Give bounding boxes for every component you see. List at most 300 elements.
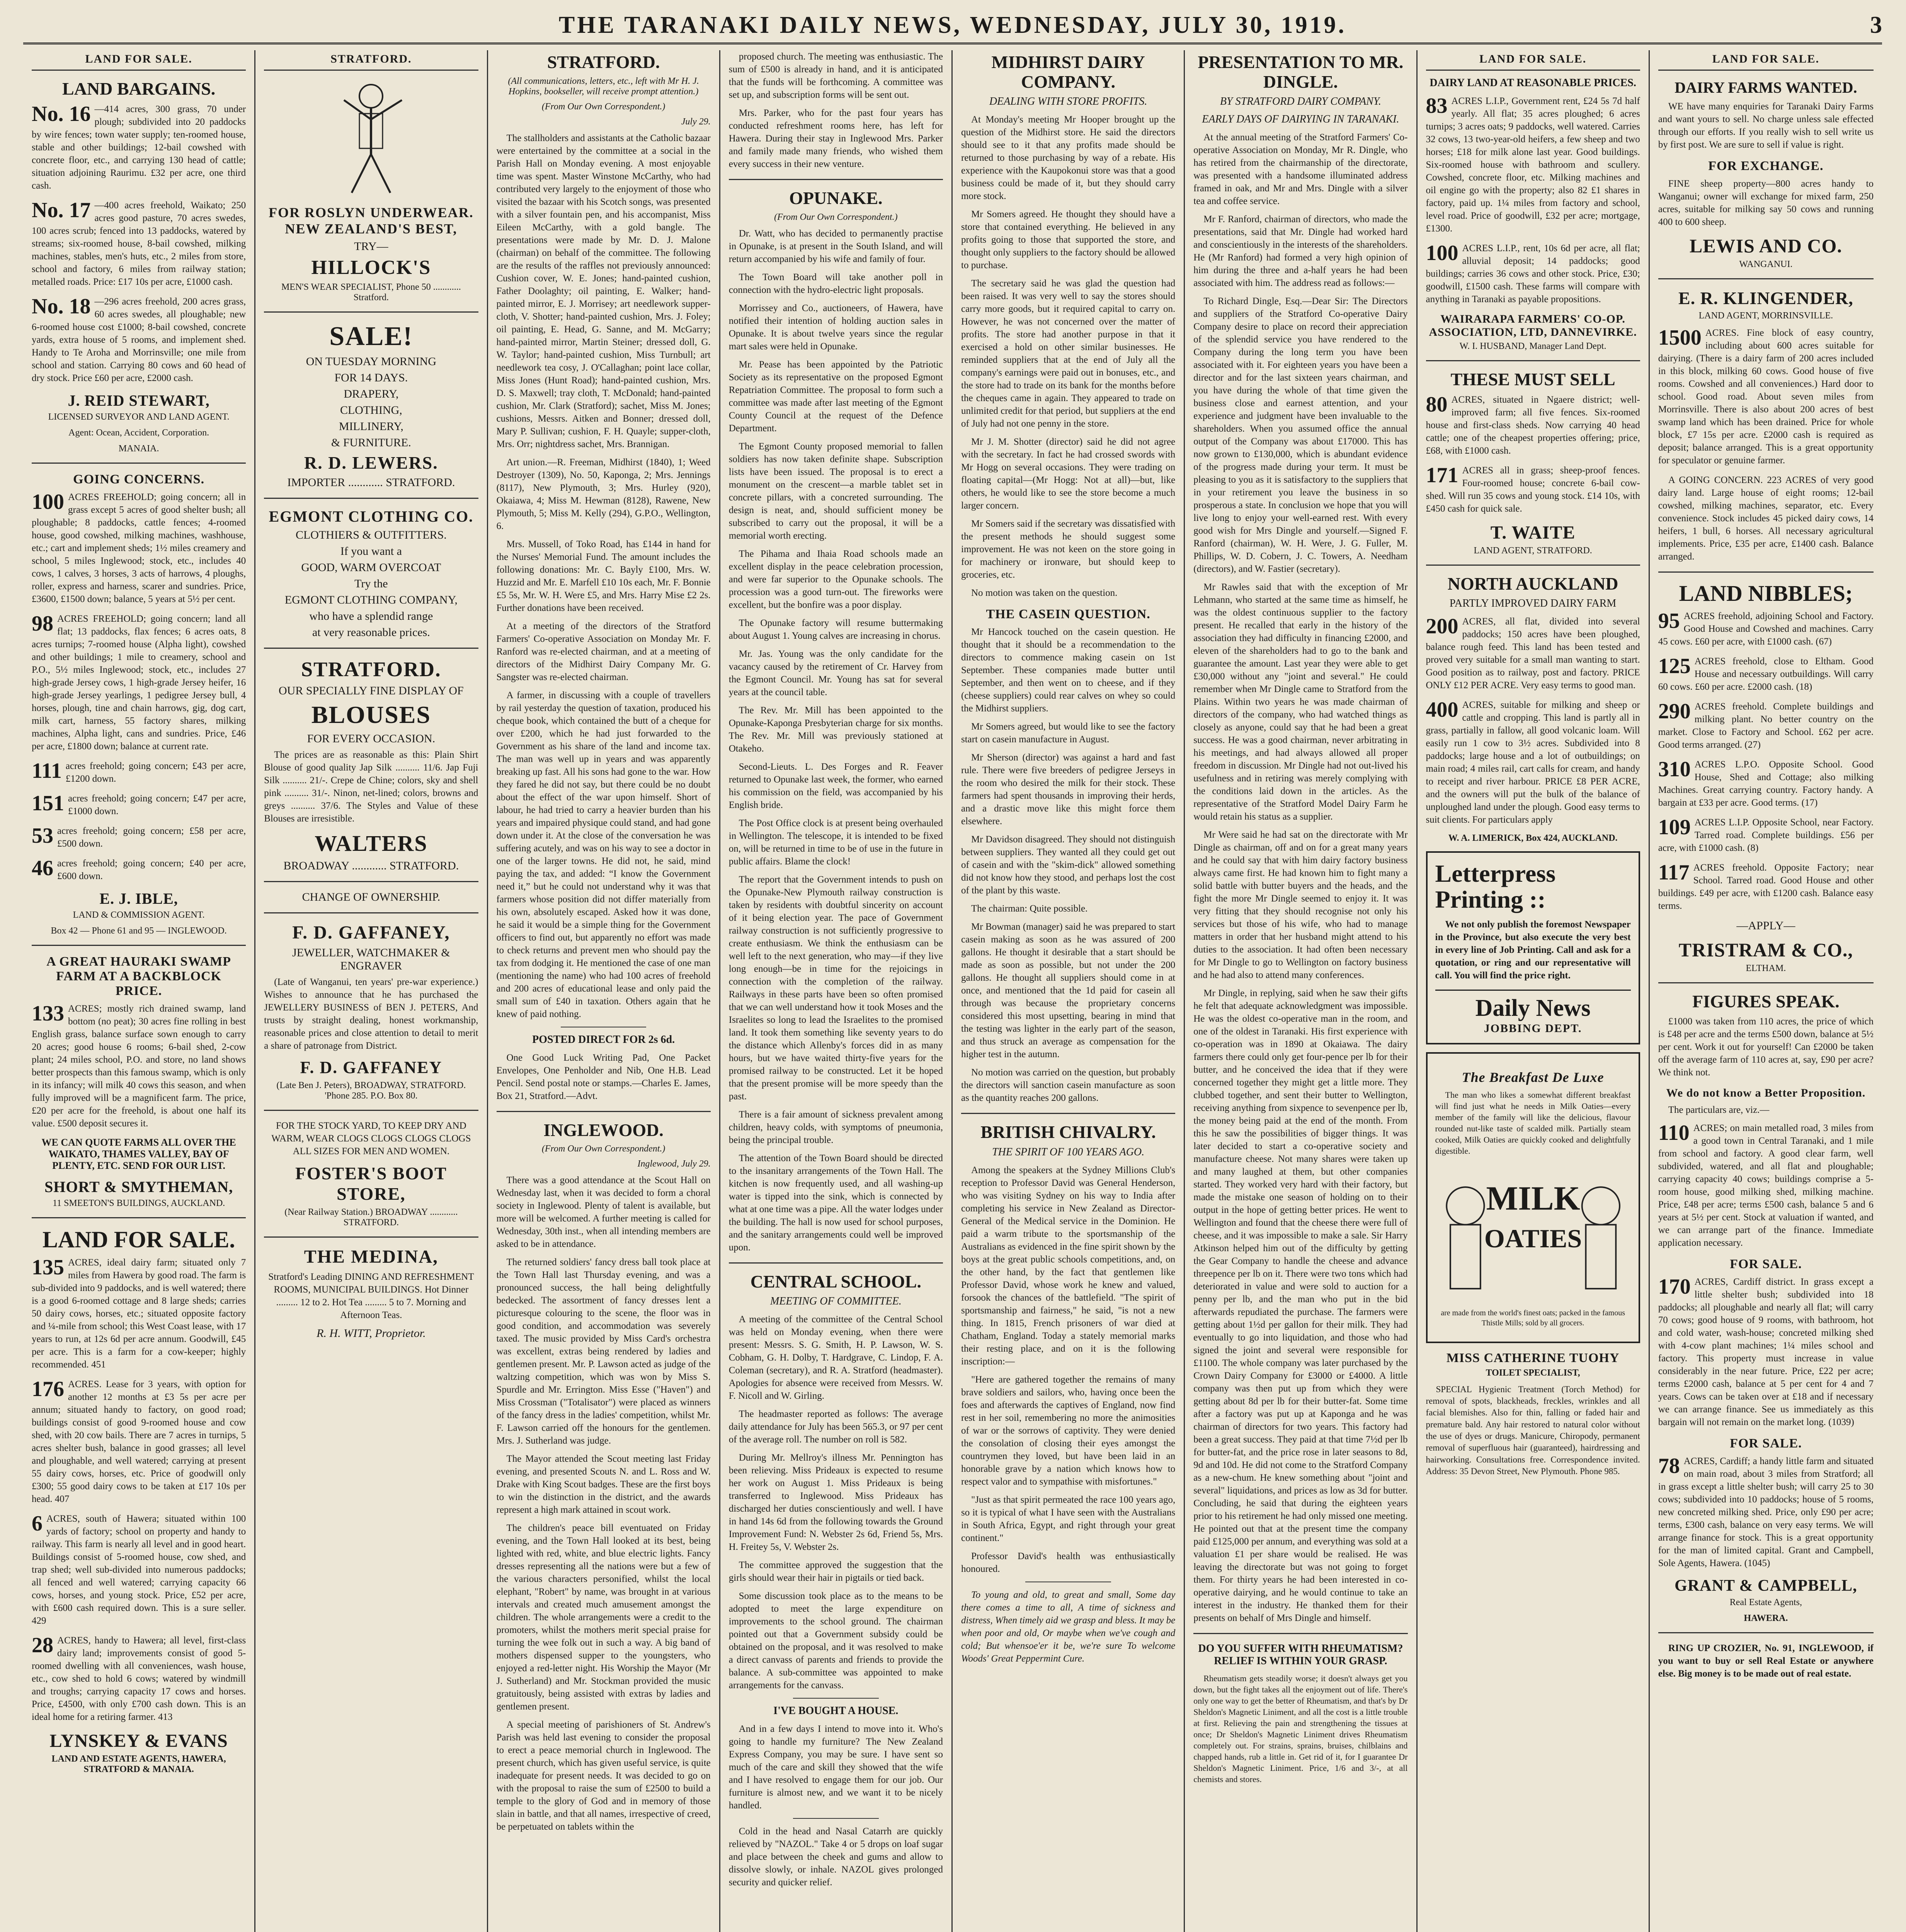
walters-sub: BROADWAY ............ STRATFORD. bbox=[283, 859, 459, 872]
land-nibbles-list bbox=[1658, 610, 1874, 912]
article-paragraph: Mr Somers agreed. He thought they should have a store that contained everything. He believed in any profits going to those that supported the store, and thought only suppliers to the factory should be allowed to purchase. bbox=[961, 209, 1176, 271]
listing-number: 100 bbox=[1426, 241, 1458, 265]
agent-name-stewart: J. REID STEWART, bbox=[68, 391, 210, 409]
column-4 bbox=[720, 50, 953, 1932]
listing-text: ACRES FREEHOLD; going concern; all in grass except 5 acres of good shelter bush; all ploughable; 8 paddocks, cattle fences; 4-roomed house, good cowshed, milking machines, washhouse, etc.; cart and implement sheds; 1½ miles creamery and school, 5 miles Inglewood; stock, etc., includes 40 cows, 1 calves, 3 horses, 3 acts of harrows, 4 ploughs, roller, express and harness, scarer and sundries. Price, £3600, £1500 down; balance, 5 years at 5½ per cent. bbox=[32, 492, 246, 604]
british-chivalry-sub: THE SPIRIT OF 100 YEARS AGO. bbox=[992, 1146, 1145, 1158]
listing-number: 1500 bbox=[1658, 326, 1702, 350]
article-paragraph: Mrs. Mussell, of Toko Road, has £144 in hand for the Nurses' Memorial Fund. The amount includes the following donations: Mr. C. Bayly £100, Mrs. W. Huzzid and Mr. E. Marfell £10 10s each, Mr. F. Bonnie £5 5s, Mr. W. H. Were £5, and Mrs. Harry Mise £2 2s. Further donations have been received. bbox=[496, 539, 711, 613]
column-7-section-heading: LAND FOR SALE. bbox=[1426, 50, 1640, 71]
listing-number: No. 16 bbox=[32, 102, 91, 126]
letterpress-ad bbox=[1426, 851, 1640, 1044]
agent-sub2-stewart: Agent: Ocean, Accident, Corporation. bbox=[68, 427, 209, 438]
land-nibbles-heading: LAND NIBBLES; bbox=[1679, 581, 1853, 606]
land-for-sale-list bbox=[32, 1256, 246, 1723]
gaffaney-name-2: F. D. GAFFANEY bbox=[300, 1058, 442, 1077]
listing-number: 151 bbox=[32, 791, 64, 815]
listing-number: 46 bbox=[32, 856, 53, 880]
dingle-sub2: EARLY DAYS OF DAIRYING IN TARANAKI. bbox=[1202, 113, 1399, 126]
article-paragraph: The Egmont County proposed memorial to fallen soldiers has now taken definite shape. Subscription lists have been issued. The proposal is to erect a monument on the crescent—a marble tablet set in concrete pillars, with a concreted surrounding. The design is neat, and, should sufficient money be subscribed to carry out the proposal, it will be a memorial worth erecting. bbox=[728, 441, 943, 541]
article-paragraph: Mr. Pease has been appointed by the Patriotic Society as its representative on the proposed Egmont Repatriation Committee. The proposal to form such a committee was made after last meeting of the Egmont County Council at the request of the Defence Department. bbox=[728, 359, 943, 434]
article-paragraph: No motion was taken on the question. bbox=[971, 588, 1118, 599]
article-paragraph: Morrissey and Co., auctioneers, of Hawera, have notified their intention of holding auction sales in Opunake. It is about twelve years since the regular mart sales were held in Opunake. bbox=[728, 303, 943, 352]
stratford-correspondent: (From Our Own Correspondent.) bbox=[541, 101, 665, 112]
listing-item bbox=[1658, 700, 1874, 751]
listing-item bbox=[1658, 816, 1874, 854]
central-school-paragraphs bbox=[729, 1313, 943, 1692]
listing-number: 95 bbox=[1658, 609, 1680, 633]
dairy-land-sub: DAIRY LAND AT REASONABLE PRICES. bbox=[1430, 77, 1636, 89]
article-paragraph: The secretary said he was glad the question had been raised. It was very well to say the stores should carry more goods, but it required capital to carry on. However, he was not concerned over the matter of profits. The store had another purpose in that it exercised a hold on other similar businesses. He reminded suppliers that at the end of July all the company's earnings were paid out in bonuses, etc., and the store had to trade on its bank for the months before the cheques came in again. They appeared to trade on unlimited credit for that period, but suppliers at the end of July had not one penny in the store. bbox=[961, 278, 1176, 429]
figures-speak-text: £1000 was taken from 110 acres, the price of which is £48 per acre and the terms £500 down, balance at 5½ per cent. Work it out for yourself! Can £2000 be taken off the average farm of 110 acres at, say, £90 per acre? We think not. bbox=[1658, 1016, 1874, 1078]
gaffaney-text: (Late of Wanganui, ten years' pre-war experience.) Wishes to announce that he has purchased the JEWELLERY BUSINESS of BEN J. PETERS, And trusts by straight dealing, honest workmanship, reasonable prices and close attention to detail to merit a share of patronage from District. bbox=[264, 977, 478, 1051]
article-paragraph: A farmer, in discussing with a couple of travellers by rail yesterday the question of taxation, produced his cheque book, which contained the butt of a cheque for over £200, which he had just forwarded to the Government as his share of the land and income tax. The man was well up in years and was apparently breaking up fast. All his sons had gone to the war. How they fared he did not say, but there could be no doubt about the effect of the war upon himself. Short of labour, he had tried to carry a heavier burden than his years and impaired physique could stand, and had gone down under it. At the close of the conversation he was suffering acutely, and was on his way to see a doctor in one of the larger towns. He did not, he said, mind paying the tax, and added: “I know the Government need it,” but he could not understand why it was that farmers whose position did not differ materially from his own, absolutely escaped. Asked how it was done, he said it would be a simple thing for the Government officers to find out, but apparently no effort was made to check returns and prevent men who should pay the tax from dodging it. He mentioned the case of one man (mentioning the name) who had 100 acres of freehold and 200 acres of educational lease and only paid the small sum of £40 in taxation. Others again that he knew of paid nothing. bbox=[496, 690, 711, 1019]
ad-line: If you want a bbox=[340, 545, 402, 558]
listing-number: 53 bbox=[32, 823, 53, 848]
ad-line: Try the bbox=[354, 577, 388, 590]
listing-text: ACRES all in grass; sheep-proof fences. Four-roomed house; concrete 6-bail cow-shed. Will run 35 cows and young stock. £14 10s, with £450 cash for quick sale. bbox=[1426, 465, 1640, 514]
figures-speak-heading: FIGURES SPEAK. bbox=[1692, 991, 1840, 1011]
article-paragraph: The Pihama and Ihaia Road schools made an excellent display in the peace celebration procession, and were far superior to the Opunake schools. The procession was a good turn-out. The fireworks were excellent, but the bonfire was a poor display. bbox=[728, 548, 943, 610]
lewers-sub: IMPORTER ............ STRATFORD. bbox=[287, 476, 455, 489]
listing-text: acres freehold; going concern; £47 per acre, £1000 down. bbox=[68, 793, 246, 816]
waite-sub: LAND AGENT, STRATFORD. bbox=[1474, 545, 1592, 556]
page-number: 3 bbox=[1870, 12, 1882, 38]
column-3 bbox=[488, 50, 720, 1932]
listing-item bbox=[1426, 615, 1640, 692]
listing-item bbox=[32, 760, 246, 785]
listing-text: ACRES; on main metalled road, 3 miles from a good town in Central Taranaki, and 1 mile from school and factory. A good clear farm, well subdivided, watered, and all flat and ploughable; carrying capacity 40 cows; buildings comprise a 5-room house, good milking shed, milking machine. Price, £48 per acre; terms £500 cash, balance 5 and 6 years at 5½ per cent. Stock at valuation if wanted, and we can arrange part of the finance. Immediate application necessary. bbox=[1658, 1123, 1874, 1248]
posted-direct-text: One Good Luck Writing Pad, One Packet Envelopes, One Penholder and Nib, One H.B. Lead Pencil. Send postal note or stamps.—Charles E. James, Box 21, Stratford.—Advt. bbox=[496, 1052, 711, 1101]
ad-line: MILLINERY, bbox=[339, 420, 403, 433]
listing-number: 28 bbox=[32, 1633, 53, 1657]
listing-item bbox=[1658, 655, 1874, 693]
article-paragraph: The children's peace bill eventuated on Friday evening, and the Town Hall looked at its best, being lighted with red, white, and blue electric lights. Fancy dresses representing all the nations were but a few of the various characters personified, whilst the local elephant, "Robert" by name, was brought in at various intervals and created much amusement amongst the children. The whole arrangements were a credit to the promoters, whilst the mothers merit special praise for turning the wee folk out in such a way. A big band of mothers dispensed supper to the youngsters, who enjoyed a red-letter night. His Worship the Mayor (Mr J. Sutherland) and Mr. Stockman provided the music gratuitously, being assisted with extras by ladies and gentlemen present. bbox=[496, 1523, 711, 1712]
listing-item bbox=[1658, 610, 1874, 648]
listing-text: —400 acres freehold, Waikato; 250 acres good pasture, 70 acres swedes, 100 acres scrub; fenced into 13 paddocks, watered by streams; six-roomed house, 8-bail cowshed, milking machines, stables, men's huts, etc., 2 miles from store, school and factory, 6 miles from railway station; metalled roads. Price: £17 10s per acre, £1000 cash. bbox=[32, 200, 246, 287]
article-paragraph: Mr Somers agreed, but would like to see the factory start on casein manufacture in August. bbox=[961, 721, 1176, 745]
listing-text: ACRES FREEHOLD; going concern; land all flat; 13 paddocks, flax fences; 6 acres oats, 8 acres turnips; 7-roomed house (Alpha light), cowshed and other buildings; 1 mile to creamery, school and P.O., 5½ miles Inglewood; stock, etc., includes 27 high-grade Jersey cows, 1 high-grade Jersey heifer, 16 high-grade Jersey yearlings, 1 pedigree Jersey bull, 4 horses, plough, tine and chain harrows, gig, dog cart, milk cart, harness, 55 factory shares, milking machines, Alpha light, cans and sundries. Price, £46 per acre, £1800 down; balance at current rate. bbox=[32, 613, 246, 752]
land-bargains-list bbox=[32, 103, 246, 384]
blouses-heading: BLOUSES bbox=[311, 701, 431, 728]
article-paragraph: Mr. Jas. Young was the only candidate for the vacancy caused by the retirement of Cr. Harvey from the Egmont Council. Mr. Young has sat for several years at the council table. bbox=[728, 648, 943, 697]
agent-sub-stewart: LICENSED SURVEYOR AND LAND AGENT. bbox=[48, 412, 230, 422]
milk-word: MILK bbox=[1486, 1179, 1580, 1217]
opunake-paragraphs bbox=[729, 227, 943, 1254]
listing-item bbox=[1658, 861, 1874, 912]
better-proposition: We do not know a Better Proposition. bbox=[1666, 1087, 1866, 1100]
listing-number: No. 18 bbox=[32, 294, 91, 318]
listing-item bbox=[32, 792, 246, 818]
listing-item bbox=[32, 1512, 246, 1627]
listing-text: acres freehold; going concern; £43 per acre, £1200 down. bbox=[65, 760, 246, 784]
peppermint-verse: To young and old, to great and small, Some day there comes a time to all, A time of sickness and distress, When timely aid we grasp and bless. It may be when poor and old, Or maybe when we've cough and cold; But whensoe'er it be, we're sure To welcome Woods' Great Peppermint Cure. bbox=[961, 1589, 1176, 1664]
listing-text: ACRES freehold, adjoining School and Factory. Good House and Cowshed and machines. Carry 45 cows. £60 per acre, with £1000 cash. (67) bbox=[1658, 611, 1874, 647]
walters-name: WALTERS bbox=[315, 831, 428, 856]
ad-line: EGMONT CLOTHING COMPANY, bbox=[284, 594, 458, 606]
dingle-heading: PRESENTATION TO MR. DINGLE. bbox=[1198, 52, 1404, 92]
article-paragraph: "Just as that spirit permeated the race 100 years ago, so it is typical of what I have seen with the Australians in South Africa, Egypt, and right through your great continent." bbox=[961, 1494, 1176, 1543]
listing-text: —414 acres, 300 grass, 70 under plough; subdivided into 20 paddocks by wire fences; town water supply; ten-roomed house, stable and other buildings; 12-bail cowshed with concrete floor, etc., and carrying 130 head of cattle; situation adjoining Raurimu. £32 per acre, one third cash. bbox=[32, 104, 246, 191]
listing-text: —296 acres freehold, 200 acres grass, 60 acres swedes, all ploughable; new 6-roomed house cost £1000; 8-bail cowshed, concrete yards, extra house of 5 rooms, and implement shed. Handy to Te Aroha and Morrinsville; one mile from school and station. Carrying 80 cows and 60 head of dry stock. Price £60 per acre, £2000 cash. bbox=[32, 296, 246, 383]
listing-item bbox=[1658, 1122, 1874, 1249]
oaties-word: OATIES bbox=[1484, 1223, 1582, 1253]
for-sale-list-1 bbox=[1658, 1276, 1874, 1429]
north-auckland-heading: NORTH AUCKLAND bbox=[1447, 573, 1618, 594]
going-concern-text: A GOING CONCERN. 223 ACRES of very good dairy land. Large house of eight rooms; 12-bail cowshed, milking machines, separator, etc. Every convenience. Stock includes 45 picked dairy cows, 14 heifers, 1 bull, 6 horses. All necessary agricultural implements. Price, £35 per acre, £1400 cash. Balance arranged. bbox=[1658, 475, 1874, 562]
egmont-sub: CLOTHIERS & OUTFITTERS. bbox=[295, 529, 447, 541]
quote-farms-note: WE CAN QUOTE FARMS ALL OVER THE WAIKATO, THAMES VALLEY, BAY OF PLENTY, ETC. SEND FOR OUR LIST. bbox=[41, 1136, 236, 1171]
stratford-note: (All communications, letters, etc., left with Mr H. J. Hopkins, bookseller, will receive prompt attention.) bbox=[508, 76, 699, 97]
stratford-news-heading: STRATFORD. bbox=[547, 52, 660, 72]
breakfast-text: The man who likes a somewhat different breakfast will find just what he needs in Milk Oaties—every member of the family will like the delicious, flavour rounded nut-like taste of scalded milk. Partially steam cooked, Milk Oaties are quickly cooked and delightfully digestible. bbox=[1435, 1090, 1631, 1156]
foster-sub: (Near Railway Station.) BROADWAY ............ STRATFORD. bbox=[284, 1207, 458, 1228]
rheumatism-text: Rheumatism gets steadily worse; it doesn't always get you down, but the fight takes all the enjoyment out of life. There's only one way to get the better of Rheumatism, and that's by Dr Sheldon's Magnetic Liniment, and all the cost is a little trouble at first. Relieving the pain and strengthening the tissues at once; Dr Sheldon's Magnetic Liniment drives Rheumatism completely out. For strains, sprains, bruises, chilblains and chapped hands, rub a little in. Get rid of it, for I guarantee Dr Sheldon's Magnetic Liniment. Price, 1/6 and 3/-, at all chemists and stores. bbox=[1193, 1673, 1408, 1784]
inglewood-correspondent: (From Our Own Correspondent.) bbox=[541, 1144, 665, 1154]
ad-line: & FURNITURE. bbox=[331, 436, 411, 449]
article-paragraph: At the annual meeting of the Stratford Farmers' Co-operative Association on Monday, Mr R. Dingle, who has retired from the chairmanship of the directorate, was presented with a handsome illuminated address framed in oak, and Mr and Mrs. Dingle with a silver tea and coffee service. bbox=[1193, 132, 1408, 207]
change-ownership: CHANGE OF OWNERSHIP. bbox=[302, 891, 441, 903]
listing-text: ACRES L.I.P., rent, 10s 6d per acre, all flat; alluvial deposit; 14 paddocks; good buildings; carries 36 cows and other stock. Price, £30; goodwill, £1500 cash. These farms will compare with anything in Taranaki as payable propositions. bbox=[1426, 243, 1640, 304]
limerick-name: W. A. LIMERICK, Box 424, AUCKLAND. bbox=[1448, 833, 1618, 844]
agent-addr-short: 11 SMEETON'S BUILDINGS, AUCKLAND. bbox=[52, 1198, 225, 1208]
article-paragraph: No motion was carried on the question, but probably the directors will sanction casein manufacture as soon as the quantity reaches 200 gallons. bbox=[961, 1067, 1176, 1104]
exchange-text: FINE sheep property—800 acres handy to Wanganui; owner will exchange for mixed farm, 250 acres, suitable for milking say 50 cows and running 400 to 600 sheep. bbox=[1658, 179, 1874, 227]
article-paragraph: At a meeting of the directors of the Stratford Farmers' Co-operative Association on Monday Mr. F. Ranford was re-elected chairman, and at a meeting of directors of the Midhirst Dairy Company Mr. G. Sangster was re-elected chairman. bbox=[496, 621, 711, 682]
listing-number: 98 bbox=[32, 611, 53, 636]
inglewood-date: Inglewood, July 29. bbox=[637, 1159, 711, 1169]
column-6 bbox=[1185, 50, 1417, 1932]
article-paragraph: There is a fair amount of sickness prevalent among children, heavy colds, with symptoms of pneumonia, being the principal trouble. bbox=[728, 1109, 943, 1145]
listing-text: ACRES, ideal dairy farm; situated only 7 miles from Hawera by good road. The farm is sub-divided into 9 paddocks, and is well watered; there is a good 6-roomed cottage and 8 large sheds; carries 50 dairy cows, horses, etc.; situated opposite factory and ¼-mile from school; this West Coast lease, with 17 years to run, at 12s 6d per acre annum. Goodwill, £45 per acre. This is a farm for a cow-keeper; highly recommended. 451 bbox=[32, 1257, 246, 1370]
listing-number: 176 bbox=[32, 1377, 64, 1401]
opunake-correspondent: (From Our Own Correspondent.) bbox=[774, 212, 898, 222]
listing-number: 100 bbox=[32, 490, 64, 514]
article-paragraph: The Opunake factory will resume buttermaking about August 1. Young calves are increasing in chorus. bbox=[728, 617, 943, 641]
land-bargains-heading: LAND BARGAINS. bbox=[62, 79, 216, 99]
dairy-farms-wanted-text: WE have many enquiries for Taranaki Dairy Farms and want yours to sell. No charge unless sale effected through our efforts. If you really wish to sell write us by first post. We are sure to sell if value is right. bbox=[1658, 101, 1874, 150]
column-2 bbox=[255, 50, 488, 1932]
grant-place: HAWERA. bbox=[1744, 1613, 1788, 1624]
tuohy-text: SPECIAL Hygienic Treatment (Torch Method) for removal of spots, blackheads, freckles, wrinkles and all facial blemishes. Also for thin, falling or faded hair and premature bald. Any hair restored to natural color without the use of dyes or drugs. Manicure, Chiropody, permanent removal of superfluous hair (guaranteed), hairdressing and hairworking. Consultations free. Correspondence invited. Address: 35 Devon Street, New Plymouth. Phone 985. bbox=[1426, 1384, 1640, 1476]
listing-text: ACRES freehold, close to Eltham. Good House and necessary outbuildings. Will carry 60 cows. £60 per acre. £2000 cash. (18) bbox=[1658, 656, 1874, 692]
column-1 bbox=[23, 50, 255, 1932]
article-paragraph: The stallholders and assistants at the Catholic bazaar were entertained by the committee at a social in the Parish Hall on Monday evening. A most enjoyable time was spent. Master Winstone McCarthy, who had contributed very largely to the enjoyment of those who visited the bazaar with his Scotch songs, was presented with a silver fountain pen, and his accompanist, Miss Eileen McCarthy, with a gold bangle. The presentations were made by Mr. D. J. Malone (chairman) on behalf of the committee. The following are the results of the raffles not previously announced: Cushion cover, W. E. Jones; hand-painted cushion, Father Doolaghty; oil painting, E. Walker; hand-painted mirror, E. J. Morrisey; art needlework supper-cloth, V. Shotter; hand-painted cushion, Mrs. J. Foley; oil painting, E. Head, G. Sanne, and M. McGarry; hand-painted mirror, Martin Steiner; dressed doll, G. W. Taylor; hand-painted cushion, Miss Turnbull; art needlework tea cosy, J. O'Callaghan; point lace collar, Miss Jones (Hunt Road); hand-painted cushion, Mrs. D. S. Maxwell; tray cloth, T. McDonald; hand-painted cushion, Mr. Clark (Stratford); sachet, Miss M. Jones; cushions, Messrs. Aitken and Bonner; dressed doll, Mary P. Sullivan; cushion, F. H. Quayle; supper-cloth, Mrs. Orr; nightdress sachet, Mrs. Brannigan. bbox=[496, 133, 711, 449]
agent-name-ible: E. J. IBLE, bbox=[99, 889, 178, 907]
gaffaney-sub-2: (Late Ben J. Peters), BROADWAY, STRATFORD. 'Phone 285. P.O. Box 80. bbox=[276, 1080, 466, 1101]
overcoat-lines bbox=[264, 545, 478, 639]
hauraki-heading: A GREAT HAURAKI SWAMP FARM AT A BACKBLOCK PRICE. bbox=[46, 954, 231, 998]
listing-number: 400 bbox=[1426, 698, 1458, 722]
sale-lines bbox=[264, 355, 478, 449]
crozier-ad: RING UP CROZIER, No. 91, INGLEWOOD, if you want to buy or sell Real Estate or anywhere else. Big money is to be made out of real estate. bbox=[1658, 1643, 1874, 1679]
casein-heading: THE CASEIN QUESTION. bbox=[986, 607, 1150, 622]
article-paragraph: Mr Rawles said that with the exception of Mr Lehmann, who started at the same time as himself, he was the oldest continuous supplier to the factory present. He recalled that early in the history of the association they had difficulty in financing £2000, and eleven of the shareholders had to go to the bank and guarantee the amount. Last year they were able to get £30,000 without any "joint and several." He could remember when Mr Dingle came to Stratford from the Plains. Within two years he was made chairman of directors of the company, who had watched things as closely as anyone, could say that he had been a great success. He was a good chairman, never arbitrating in his meetings, and had always allowed all proper freedom in discussion. Mr Dingle had not out-lived his usefulness and in retiring was merely complying with the conditions laid down in the articles. As the representative of the Stratford Model Dairy Farm he would retain his status as a supplier. bbox=[1193, 582, 1408, 822]
apply-label: —APPLY— bbox=[1736, 919, 1795, 932]
listing-item bbox=[1426, 393, 1640, 457]
witt-proprietor: R. H. WITT, Proprietor. bbox=[317, 1327, 426, 1340]
listing-item bbox=[32, 103, 246, 192]
figures-list bbox=[1658, 1122, 1874, 1249]
article-paragraph: The committee approved the suggestion that the girls should wear their hair in pigtails or tied back. bbox=[728, 1560, 943, 1583]
listing-item bbox=[1658, 758, 1874, 809]
newspaper-title: THE TARANAKI DAILY NEWS, WEDNESDAY, JULY 30, 1919. bbox=[558, 12, 1347, 38]
ad-line: at very reasonable prices. bbox=[312, 626, 430, 639]
article-paragraph: Art union.—R. Freeman, Midhirst (1840), 1; Weed Destroyer (1309), No. 50, Kaponga, 2; Mrs. Jennings (8117), New Plymouth, 3; Mrs. Hurley (920), Okaiawa, 4; Miss M. Hewman (8128), Rawene, New Plymouth, 5; Miss M. Kelly (294), G.P.O., Wellington, 6. bbox=[496, 457, 711, 531]
listing-item bbox=[1658, 327, 1874, 467]
article-paragraph: Professor David's health was enthusiastically honoured. bbox=[961, 1551, 1176, 1574]
dingle-sub: BY STRATFORD DAIRY COMPANY. bbox=[1220, 95, 1381, 108]
article-paragraph: A meeting of the committee of the Central School was held on Monday evening, when there were present: Messrs. S. G. Smith, H. P. Lawson, W. S. Cobham, G. H. Dolby, T. Hardgrave, C. Lindop, F. A. Coleman (secretary), and R. A. Stratford (headmaster). Apologies for absence were received from Messrs. W. F. Nicoll and W. Girling. bbox=[728, 1314, 943, 1401]
klingender-sub: LAND AGENT, MORRINSVILLE. bbox=[1698, 311, 1833, 321]
article-paragraph: Mr Hancock touched on the casein question. He thought that it should be a recommendation to the directors to commence making casein on 1st September. These companies made butter until September, and then went on to cheese, and if they (cheese suppliers) could rear calves on whey so could the Midhirst suppliers. bbox=[961, 627, 1176, 714]
listing-number: 135 bbox=[32, 1255, 64, 1279]
klingender-list bbox=[1658, 327, 1874, 467]
medina-name: THE MEDINA, bbox=[304, 1247, 439, 1267]
british-chivalry-heading: BRITISH CHIVALRY. bbox=[980, 1122, 1156, 1142]
article-paragraph: During Mr. Mellroy's illness Mr. Pennington has been relieving. Miss Prideaux is expected to resume her work on August 1. Miss Prideaux is being transferred to Inglewood. Miss Prideaux has discharged her duties conscientiously and well. I have in hand 14s 6d from the following towards the Ground Improvement Fund: N. Webster 2s 6d, Friend 5s, Mrs. H. Freitey 5s, V. Webster 2s. bbox=[728, 1452, 943, 1553]
article-paragraph: Some discussion took place as to the means to be adopted to meet the large expenditure on improvements to the school ground. The chairman pointed out that a Government subsidy could be obtained on the proposal, and it was resolved to make a direct canvass of parents and friends to provide the balance. A sub-committee was appointed to make arrangements for the canvass. bbox=[728, 1591, 943, 1691]
daily-news-label: Daily News bbox=[1435, 990, 1631, 1022]
casein-paragraphs bbox=[961, 626, 1175, 1104]
tristram-name: TRISTRAM & CO., bbox=[1678, 939, 1853, 961]
listing-number: 290 bbox=[1658, 699, 1691, 723]
listing-text: ACRES L.I.P. Opposite School, near Factory. Tarred road. Complete buildings. £56 per acre, with £1000 cash. (8) bbox=[1658, 817, 1874, 853]
roslyn-ad: FOR ROSLYN UNDERWEAR. NEW ZEALAND'S BEST, bbox=[269, 205, 474, 236]
letterpress-text: We not only publish the foremost Newspaper in the Province, but also execute the very best in every line of Job Printing. Call and ask for a quotation, or ring and our representative will call. You will find the price right. bbox=[1435, 919, 1631, 981]
jobbing-dept-label: JOBBING DEPT. bbox=[1484, 1022, 1582, 1035]
klingender-name: E. R. KLINGENDER, bbox=[1678, 288, 1853, 308]
listing-item bbox=[1426, 699, 1640, 826]
article-paragraph: The Town Board will take another poll in connection with the hydro-electric light proposals. bbox=[728, 272, 943, 295]
medina-sub: Stratford's Leading DINING AND REFRESHMENT ROOMS, MUNICIPAL BUILDINGS. Hot Dinner ......... 12 to 2. Hot Tea ......... 5 to 7. Morning and Afternoon Teas. bbox=[268, 1272, 474, 1320]
stockyard-clogs-ad: FOR THE STOCK YARD, TO KEEP DRY AND WARM, WEAR CLOGS CLOGS CLOGS CLOGS ALL SIZES FOR MEN AND WOMEN. bbox=[271, 1121, 471, 1156]
hillock-sub: MEN'S WEAR SPECIALIST, Phone 50 ............ Stratford. bbox=[281, 282, 461, 303]
listing-item bbox=[32, 857, 246, 883]
masthead bbox=[23, 8, 1882, 44]
for-sale-list-2 bbox=[1658, 1455, 1874, 1570]
listing-text: ACRES; mostly rich drained swamp, land bottom (no peat); 30 acres fine rolling in best English grass, balance surface sown enough to carry 20 acres; good house 6 rooms; 6-bail shed, 2-cow plant; 24 miles school, P.O. and store, no land shows better prospects than this famous swamp, which is only in its infancy; will milk 40 cows this season, and when fully improved will be a magnificent farm. The price, £20 per acre for the freehold, is about one half its value. £500 deposit secures it. bbox=[32, 1003, 246, 1129]
lewis-name: LEWIS AND CO. bbox=[1689, 235, 1842, 257]
exchange-heading: FOR EXCHANGE. bbox=[1708, 159, 1824, 173]
article-paragraph: The headmaster reported as follows: The average daily attendance for July has been 565.3, or 97 per cent of the average roll. The number on roll is 582. bbox=[728, 1409, 943, 1445]
inglewood-paragraphs bbox=[497, 1174, 711, 1833]
stratford-heading-2: STRATFORD. bbox=[301, 658, 441, 681]
newspaper-columns bbox=[23, 50, 1882, 1932]
listing-text: ACRES L.I.P., Government rent, £24 5s 7d half yearly. All flat; 35 acres ploughed; 6 acres turnips; 3 acres oats; 9 paddocks, well watered. Carries 32 cows, 13 two-year-old heifers, a few sheep and two horses; £18 for milk alone last year. Good buildings. Six-roomed house with bathroom and scullery. Cowshed, concrete floor, etc. Milking machines and oil engine go with the property; also 82 £1 shares in factory, paid up. 1¼ miles from factory and school, level road. Price of goodwill, £32 per acre; mortgage, £1300. bbox=[1426, 96, 1640, 234]
central-school-sub: MEETING OF COMMITTEE. bbox=[770, 1295, 902, 1308]
listing-text: ACRES, all flat, divided into several paddocks; 150 acres have been ploughed, balance rough feed. This land has been tested and proved very suitable for a small man wanting to start. Good position as to railway, post and factory. PRICE ONLY £12 PER ACRE. Very easy terms to good man. bbox=[1426, 616, 1640, 691]
lewis-sub: WANGANUI. bbox=[1739, 259, 1793, 269]
going-concerns-heading: GOING CONCERNS. bbox=[73, 472, 205, 486]
central-school-heading: CENTRAL SCHOOL. bbox=[750, 1271, 921, 1291]
article-paragraph: To Richard Dingle, Esq.—Dear Sir: The Directors and suppliers of the Stratford Co-operative Dairy Company desire to place on record their appreciation of the splendid service you have rendered to the Company during the long term you have been associated with it. For eighteen years you have been a director and for the last sixteen years chairman, and you have during the whole of that time given the business close and earnest attention, and your experience and judgment have been invaluable to the shareholders. When you assumed office the annual output of the Company was about £17000. This has now grown to £130,000, which is abundant evidence of the progress made during your term. It must be pleasing to you as it is satisfactory to the suppliers that in your retirement you leave the business in so prosperous a state. In conclusion we hope that you will live long to enjoy your well-earned rest. With every good wish for Mrs Dingle and yourself.—Signed F. Ranford (chairman), W. H. Were, J. G. Fuller, M. Phillips, W. D. Cobern, J. C. Towers, A. Needham (directors), and W. Fastier (secretary). bbox=[1193, 296, 1408, 575]
column-5 bbox=[953, 50, 1185, 1932]
stratford-date: July 29. bbox=[681, 116, 711, 127]
listing-item bbox=[1426, 464, 1640, 515]
listing-item bbox=[1426, 95, 1640, 235]
inglewood-continued bbox=[729, 50, 943, 170]
article-paragraph: Dr. Watt, who has decided to permanently practise in Opunake, is at present in the South Island, and will return accompanied by his wife and family of four. bbox=[728, 228, 943, 264]
agent-name-short: SHORT & SMYTHEMAN, bbox=[44, 1178, 233, 1196]
column-8 bbox=[1650, 50, 1882, 1932]
inglewood-heading: INGLEWOOD. bbox=[543, 1120, 664, 1140]
ad-line: GOOD, WARM OVERCOAT bbox=[301, 561, 441, 574]
man-figure-illustration bbox=[264, 77, 478, 201]
going-concerns-list bbox=[32, 491, 246, 883]
try-label: TRY— bbox=[354, 240, 388, 253]
listing-item bbox=[32, 1378, 246, 1505]
listing-number: 125 bbox=[1658, 654, 1691, 678]
article-paragraph: Mr Somers said if the secretary was dissatisfied with the present methods he should suggest some improvement. He was not keen on the store going in for machinery or ironware, but should keep to groceries, etc. bbox=[961, 519, 1176, 580]
article-paragraph: The Rev. Mr. Mill has been appointed to the Opunake-Kaponga Presbyterian charge for six months. The Rev. Mr. Mill was previously stationed at Otakeho. bbox=[728, 705, 943, 754]
listing-number: 310 bbox=[1658, 757, 1691, 781]
breakfast-heading: The Breakfast De Luxe bbox=[1462, 1069, 1604, 1085]
ad-line: DRAPERY, bbox=[344, 388, 399, 400]
grant-sub: Real Estate Agents, bbox=[1729, 1597, 1802, 1608]
agent-sub-lynskey: LAND AND ESTATE AGENTS, HAWERA, STRATFORD & MANAIA. bbox=[51, 1753, 226, 1774]
printing-title: Printing :: bbox=[1435, 886, 1546, 913]
listing-number: 110 bbox=[1658, 1121, 1690, 1145]
blouse-prices: The prices are as reasonable as this: Plain Shirt Blouse of good quality Jap Silk .......... 11/6. Jap Fuji Silk .......... 21/-. Crepe de Chine; colors, sky and shell pink .......... 31/-. Ninon, net-lined; colors, browns and greys .......... 37/6. The Styles and Value of these Blouses are irresistible. bbox=[264, 750, 478, 824]
listing-text: acres freehold; going concern; £40 per acre, £600 down. bbox=[57, 858, 246, 881]
listing-text: ACRES. Lease for 3 years, with option for another 12 months at £3 5s per acre per annum; situated handy to factory, on good road; buildings consist of good 9-roomed house and cow shed, with 20 cow bails. There are 7 acres in turnips, 5 acres shelter bush, balance in good grasses; all level and ploughable, and well watered; carrying at present 55 dairy cows, horses, etc. Price of goodwill only £300; 55 good dairy cows to be taken at £17 10s per head. 407 bbox=[32, 1379, 246, 1504]
article-paragraph: Mr Were said he had sat on the directorate with Mr Dingle as chairman, off and on for a great many years and he could say that with him dairy factory business always came first. He had known him to fight many a solid battle with butter buyers and the heads, and the fight the more Mr Dingle seemed to enjoy it. It was very fitting that they should recognise not only his services but those of his wife, who had to manage matters in order that her husband might attend to his duties to the association. It had often been necessary for Mr Dingle to go to Wellington on factory business and he had also to attend many conferences. bbox=[1193, 830, 1408, 981]
gaffaney-name: F. D. GAFFANEY, bbox=[292, 922, 450, 943]
north-auckland-list bbox=[1426, 615, 1640, 826]
must-sell-list bbox=[1426, 393, 1640, 515]
article-paragraph: Among the speakers at the Sydney Millions Club's reception to Professor David was General Henderson, who was visiting Sydney on his way to India after completing his service in New Zealand as Director-General of the Medical service in the Dominion. He paid a warm tribute to the sportsmanship of the Australians as evidenced in the fine spirit shown by the boys at the great public schools competitions, and, on the other hand, by the fact that gentlemen like Professor David, whose work he knew and valued, forsook the chances of the battlefield. "The spirit of sportsmanship and fairness," he said, "is not a new thing. In 1815, French prisoners of war died at Chatham, England. Today a stately memorial marks their resting place, and on it is the following inscription:— bbox=[961, 1165, 1176, 1367]
hillock-name: HILLOCK'S bbox=[311, 257, 431, 279]
milk-oaties-illustration bbox=[1435, 1163, 1631, 1302]
column-8-section-heading: LAND FOR SALE. bbox=[1658, 50, 1874, 71]
agent-contact-ible: Box 42 — Phone 61 and 95 — INGLEWOOD. bbox=[51, 925, 227, 936]
british-chivalry-paragraphs bbox=[961, 1164, 1175, 1575]
article-paragraph: The Post Office clock is at present being overhauled in Wellington. The telescope, it is intended to be fixed on, will be returned in time to be of use in the future in public affairs. Blame the clock! bbox=[728, 818, 943, 867]
article-paragraph: The returned soldiers' fancy dress ball took place at the Town Hall last Thursday evening, and was a pronounced success, the hall being delightfully bedecked. The assortment of fancy dresses lent a picturesque colouring to the scene, the floor was in good condition, and accommodation was severely taxed. The music provided by Miss Card's orchestra was excellent, extras being rendered by ladies and gentlemen present. Mr. P. Lawson acted as judge of the waltzing competition, which was won by Miss S. Spurdle and Mr. Errington. Miss Esse ("Haven") and Miss Crossman ("Totalisator") were placed as winners of the fancy dress in the ladies' competition, whilst Mr. F. Lawson carried off the honours for the gentlemen. Mrs. J. Sutherland was judge. bbox=[496, 1257, 711, 1446]
bought-house-heading: I'VE BOUGHT A HOUSE. bbox=[773, 1705, 899, 1717]
article-paragraph: At Monday's meeting Mr Hooper brought up the question of the Midhirst store. He said the directors should see to it that any profits made should be returned to those purchasing by way of a rebate. His experience with the Kaupokonui store was that a good business could be made of it, but they should carry more stock. bbox=[961, 114, 1176, 202]
listing-number: 78 bbox=[1658, 1454, 1680, 1478]
wairarapa-name: WAIRARAPA FARMERS' CO-OP. ASSOCIATION, LTD, DANNEVIRKE. bbox=[1429, 313, 1637, 338]
article-paragraph: Mr F. Ranford, chairman of directors, who made the presentations, said that Mr. Dingle had worked hard and conscientiously in the interests of the shareholders. He (Mr Ranford) had formed a very high opinion of him during the three and a-half years he had been associated with him. The address read as follows:— bbox=[1193, 214, 1408, 289]
article-paragraph: Mr Davidson disagreed. They should not distinguish between suppliers. They wanted all they could get out of casein and with the "skim-dick" allowed something did not know how they stood, and perhaps lost the cost of the plant by this waste. bbox=[961, 834, 1176, 896]
sale-heading: SALE! bbox=[329, 321, 413, 351]
tuohy-sub: TOILET SPECIALIST, bbox=[1486, 1367, 1580, 1378]
tuohy-name: MISS CATHERINE TUOHY bbox=[1446, 1350, 1620, 1365]
blouses-intro: OUR SPECIALLY FINE DISPLAY OF bbox=[279, 684, 464, 697]
listing-number: 171 bbox=[1426, 463, 1458, 487]
listing-text: ACRES. Fine block of easy country, including about 600 acres suitable for dairying. (There is a dairy farm of 200 acres included in this block, milking 60 cows. Good house of five rooms. Cowshed and all conveniences.) Hard door to school. Good road. About seven miles from Morrinsville. There is also about 200 acres of best swamp land which has been drained. Price for whole block, £7 15s per acre. £2000 cash is required as deposit; balance arranged. This is a great opportunity for speculator or genuine farmer. bbox=[1658, 328, 1874, 466]
listing-number: 170 bbox=[1658, 1275, 1691, 1299]
midhirst-sub: DEALING WITH STORE PROFITS. bbox=[989, 95, 1147, 108]
gaffaney-sub: JEWELLER, WATCHMAKER & ENGRAVER bbox=[292, 946, 450, 972]
listing-text: ACRES, Cardiff district. In grass except a little shelter bush; subdivided into 18 paddocks; all ploughable and nearly all flat; will carry 70 cows; good house of 9 rooms, with bathroom, hot and cold water, wash-house; concreted milking shed with 4-cow plant machines; 1¼ miles school and factory. This property must increase in value considerably in the near future. Price, £22 per acre; terms £2000 cash, balance at 5 per cent for 4 and 7 years. Cows can be taken over at £18 and if necessary we can arrange finance. See us immediately as this bargain will not remain on the market long. (1039) bbox=[1658, 1277, 1874, 1428]
listing-number: No. 17 bbox=[32, 198, 91, 222]
article-paragraph: A special meeting of parishioners of St. Andrew's Parish was held last evening to consider the proposal to erect a peace memorial church in Inglewood. The present church, which has given useful service, is quite inadequate for present needs. It was decided to go on with the proposal to raise the sum of £2500 to build a temple to the glory of God and in memory of those slain in battle, and that all names, irrespective of creed, be perpetuated on tablets within the bbox=[496, 1719, 711, 1832]
listing-text: ACRES freehold. Complete buildings and milking plant. No better country on the market. Close to Factory and School. £62 per acre. Good terms arranged. (27) bbox=[1658, 701, 1874, 750]
listing-number: 109 bbox=[1658, 815, 1691, 839]
letterpress-title: Letterpress bbox=[1435, 860, 1556, 888]
listing-item bbox=[32, 1256, 246, 1371]
listing-text: ACRES, suitable for milking and sheep or cattle and cropping. This land is partly all in grass, partially in fallow, all good volcanic loam. Will easily run 1 cow to 3½ acres. Subdivided into 8 paddocks; large house and a lot of outbuildings; on main road; 4 miles rail, cart calls for cream, and handy to receipt and river harbour. PRICE £8 PER ACRE, and the owners will put the bulk of the balance of unploughed land under the plough. Good easy terms to suit clients. For particulars apply bbox=[1426, 700, 1640, 825]
listing-number: 117 bbox=[1658, 860, 1690, 884]
grant-name: GRANT & CAMPBELL, bbox=[1675, 1577, 1857, 1595]
agent-name-lynskey: LYNSKEY & EVANS bbox=[49, 1730, 228, 1751]
article-paragraph: The attention of the Town Board should be directed to the insanitary arrangements of the Town Hall. The kitchen is now frequently used, and all washing-up water is tipped into the sink, which is connected by what at one time was a pipe. All the water lodges under the building. The hall is now used for school purposes, and the sanitary arrangements could well be improved upon. bbox=[728, 1153, 943, 1253]
listing-item bbox=[1658, 1276, 1874, 1429]
listing-item bbox=[32, 1002, 246, 1130]
foster-name: FOSTER'S BOOT STORE, bbox=[295, 1163, 447, 1204]
for-sale-heading-2: FOR SALE. bbox=[1730, 1436, 1802, 1451]
listing-text: ACRES, handy to Hawera; all level, first-class dairy land; improvements consist of good 5-roomed dwelling with all conveniences, wash house, etc., cow shed to hold 6 cows; watered by windmill and troughs; carrying capacity 17 cows and horses. Price, £4500, with only £700 cash down. This is an ideal home for a retiring farmer. 413 bbox=[32, 1635, 246, 1722]
listing-text: ACRES, situated in Ngaere district; well-improved farm; all five fences. Six-roomed house and first-class sheds. Now carrying 40 head cattle; one of the cheapest properties offering; price, £68, with £1000 cash. bbox=[1426, 394, 1640, 456]
ad-line: who have a splendid range bbox=[309, 610, 433, 622]
ad-line: CLOTHING, bbox=[340, 404, 402, 417]
article-paragraph: "Here are gathered together the remains of many brave soldiers and sailors, who, having once been the foes and afterwards the captives of England, now find rest in her soil, remembering no more the animosities of war or the sorrows of captivity. They were denied the consolation of closing their eyes amongst the countrymen they loved, but have been laid in an honorable grave by a nation which knows how to respect valor and to sympathise with misfortunes." bbox=[961, 1374, 1176, 1487]
opunake-heading: OPUNAKE. bbox=[789, 188, 883, 208]
listing-item bbox=[32, 1634, 246, 1723]
article-paragraph: Mr Bowman (manager) said he was prepared to start casein making as soon as he was assured of 200 gallons. He thought it desirable that a start should be made as soon as possible, but not under the 200 gallons. He thought all suppliers should come in at once, and mentioned that the 1d paid for casein all through was because the proprietary concerns considered this most upsetting, bearing in mind that the testing was lighter in the early part of the season, and thus struck an average as compensation for the higher test in the autumn. bbox=[961, 922, 1176, 1060]
article-paragraph: Mr Dingle, in replying, said when he saw their gifts he felt that adequate acknowledgment was impossible. He was the oldest co-operative man in the room, and one of the oldest in Taranaki. His first experience with co-operation was in 1890 at Okaiawa. The dairy farmers there could only get four-pence per lb for their butter, and he conceived the idea that if they were concerned together they might get a little more. They clubbed together, and sent their butter to Wellington, receiving anything from sixpence to sevenpence per lb, the money being paid at the end of the month. From this he saw the possibilities of bigger things. It was later decided to start a co-operative society and manufacture cheese. Not many shares were taken up and many laughed at them, but other companies started. They worked very hard with their factory, but made the mistake one season of holding on to their output in the hope of getting better prices. He went to Wellington and found that the cheese there were full of cheese, and it was impossible to make a sale. Sir Harry Atkinson helped him out of the difficulty by getting the Gear Company to handle the cheese and advance threepence per lb on it. There were two tons which had deteriorated in value and were sold to auction for a penny per lb, and the man who put in the bid afterwards repudiated the purchase. The farmers were getting about 1½d per gallon for their milk. They had eventually to go into liquidation, and those who had signed the joint and several were responsible for £1100. The whole company was later purchased by the Crown Dairy Company for £3000 or £4000. A little company was then put up from which they were getting about 8d per lb for their butter-fat. Some time after a factory was put up at Kaponga and he was chairman of directors for two years. This factory had been a great success. They paid at that time 7½d per lb for butter-fat, and the price rose in later seasons to 8d, 9d and 10d. He did not come to the Stratford Company as a new-chum. He knew something about "joint and several" liquidations, and prices as low as 3d for butter. Concluding, he said that during the eighteen years prior to his retirement he had only missed one meeting. He pointed out that at the present time the company paid £125,000 per annum, and everything was sold at a valuation £1 per share would be realised. He was leaving the directorate but was not going to forget them. For thirty years he had been interested in co-operative dairying, and he would continue to take an interest in the industry. He thanked them for their presents on behalf of Mrs Dingle and himself. bbox=[1193, 988, 1408, 1624]
article-paragraph: The Mayor attended the Scout meeting last Friday evening, and presented Scouts N. and L. Ross and W. Drake with King Scout badges. These are the first boys to win the distinction in the district, and the awards represent a high mark attained in scout work. bbox=[496, 1454, 711, 1515]
column-2-section-heading: STRATFORD. bbox=[264, 50, 478, 71]
tristram-sub: ELTHAM. bbox=[1746, 963, 1786, 973]
listing-item bbox=[32, 612, 246, 753]
milk-oaties-small: are made from the world's finest oats; packed in the famous Thistle Mills; sold by all grocers. bbox=[1441, 1308, 1625, 1328]
agent-sub-ible: LAND & COMMISSION AGENT. bbox=[73, 910, 205, 920]
waite-name: T. WAITE bbox=[1490, 522, 1576, 543]
ad-line: ON TUESDAY MORNING bbox=[306, 355, 436, 368]
milk-oaties-ad bbox=[1426, 1052, 1640, 1343]
listing-item bbox=[32, 199, 246, 288]
hauraki-list bbox=[32, 1002, 246, 1130]
listing-number: 133 bbox=[32, 1001, 64, 1026]
listing-item bbox=[1658, 1455, 1874, 1570]
dairy-farms-wanted-heading: DAIRY FARMS WANTED. bbox=[1675, 79, 1857, 96]
dairy-land-list bbox=[1426, 95, 1640, 306]
lewers-name: R. D. LEWERS. bbox=[304, 453, 438, 473]
midhirst-paragraphs bbox=[961, 113, 1175, 599]
land-for-sale-heading: LAND FOR SALE. bbox=[42, 1226, 235, 1252]
article-paragraph: Mr J. M. Shotter (director) said he did not agree with the secretary. In fact he had crossed swords with Mr Hogg on several occasions. They were trading on floating capital—(Mr Hogg: Not at all)—but, like others, he would like to see the store become a much larger concern. bbox=[961, 437, 1176, 511]
blouses-sub: FOR EVERY OCCASION. bbox=[307, 732, 436, 745]
column-1-section-heading: LAND FOR SALE. bbox=[32, 50, 246, 71]
agent-place-stewart: MANAIA. bbox=[118, 443, 159, 454]
listing-text: ACRES freehold. Opposite Factory; near School. Tarred road. Good House and other buildings. £49 per acre, with £1200 cash. Balance easy terms. bbox=[1658, 862, 1874, 911]
article-paragraph: The chairman: Quite possible. bbox=[971, 903, 1088, 914]
posted-direct-heading: POSTED DIRECT FOR 2s 6d. bbox=[532, 1033, 675, 1046]
article-paragraph: Mrs. Parker, who for the past four years has conducted refreshment rooms here, has left for Hawera. During their stay in Inglewood Mrs. Parker and family made many friends, who wished them every success in their new venture. bbox=[728, 108, 943, 169]
husband-name: W. I. HUSBAND, Manager Land Dept. bbox=[1459, 341, 1606, 351]
egmont-name: EGMONT CLOTHING CO. bbox=[269, 508, 474, 525]
bought-house-text: And in a few days I intend to move into it. Who's going to handle my furniture? The New Zealand Express Company, you may be sure. I have sent so much of the care and skill they showed that the wife and I have resolved to engage them for our job. Our furniture is almost new, and we want it to be nicely handled. bbox=[728, 1724, 943, 1811]
midhirst-heading: MIDHIRST DAIRY COMPANY. bbox=[991, 52, 1145, 92]
listing-text: ACRES L.P.O. Opposite School. Good House, Shed and Cottage; also milking Machines. Great carrying country. Factory handy. A bargain at £33 per acre. Good terms. (17) bbox=[1658, 759, 1874, 808]
column-7 bbox=[1418, 50, 1650, 1932]
for-sale-heading-1: FOR SALE. bbox=[1730, 1257, 1802, 1272]
article-paragraph: There was a good attendance at the Scout Hall on Wednesday last, when it was decided to form a choral society in Inglewood. Plenty of talent is available, but more will be welcomed. A further meeting is called for Wednesday, 30th inst., when all intending members are asked to be in attendance. bbox=[496, 1175, 711, 1250]
listing-number: 111 bbox=[32, 759, 62, 783]
listing-number: 80 bbox=[1426, 392, 1448, 417]
listing-text: acres freehold; going concern; £58 per acre, £500 down. bbox=[57, 825, 246, 849]
nazol-text: Cold in the head and Nasal Catarrh are quickly relieved by "NAZOL." Take 4 or 5 drops on loaf sugar and place between the cheek and gums and allow to dissolve slowly, or inhale. NAZOL gives prolonged security and quicker relief. bbox=[728, 1826, 943, 1888]
listing-item bbox=[32, 825, 246, 850]
listing-number: 83 bbox=[1426, 94, 1448, 118]
article-paragraph: Mr Sherson (director) was against a hard and fast rule. There were five breeders of pedigree Jerseys in the room who desired the milk for their stock. These farmers had spent thousands in improving their herds, and a drastic move like this might force them elsewhere. bbox=[961, 752, 1176, 827]
particulars-label: The particulars are, viz.— bbox=[1668, 1105, 1770, 1116]
listing-text: ACRES, Cardiff; a handy little farm and situated on main road, about 3 miles from Stratford; all in grass except a little shelter bush; will carry 25 to 30 cows; subdivided into 10 paddocks; house of 5 rooms, new concreted milking shed. Price, only £90 per acre; terms, £300 cash, balance on very easy terms. We will arrange finance for stock. This is a great opportunity for the man of limited capital. Grant and Campbell, Sole Agents, Hawera. (1045) bbox=[1658, 1456, 1874, 1569]
